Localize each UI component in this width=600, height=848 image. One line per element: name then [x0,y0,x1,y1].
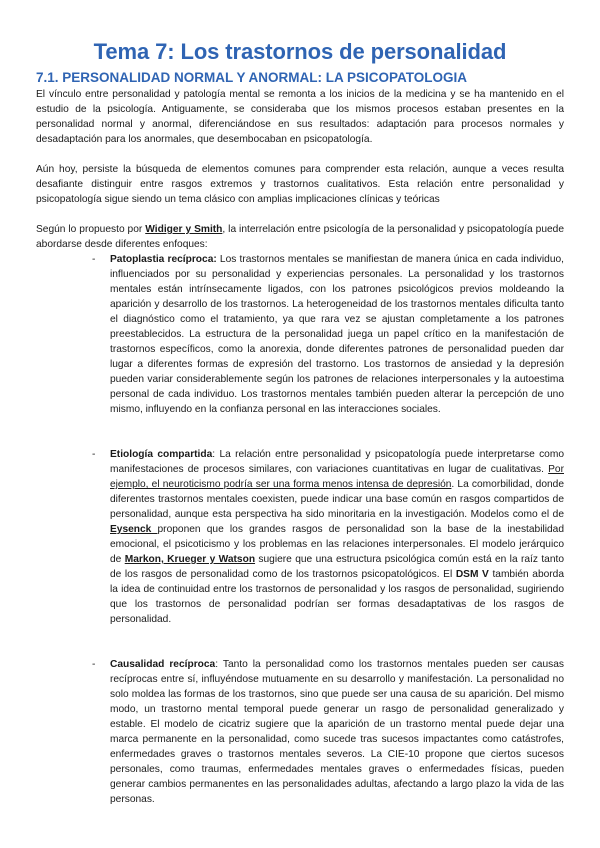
list-bullet: - [92,254,96,265]
text-run: , la interrelación entre psicología de la personalidad y psicopatología puede abordarse desde diferentes enfoques: [36,224,564,250]
author-reference-markon: Markon, Krueger y Watson [124,554,256,565]
item-text: . La comorbilidad, donde diferentes trastornos mentales coexisten, puede indicar una base común en rasgos compartidos de personalidad, aunque esta perspectiva ha sido minoritaria en la investigación. Modelos como el de [110,479,564,520]
author-reference-eysenck: Eysenck [110,524,158,535]
dsm-reference: DSM V [455,569,489,580]
list-item-patoplastia [92,252,564,417]
item-term: Causalidad recíproca [110,659,216,670]
author-reference: Widiger y Smith [145,224,223,235]
item-text: Los trastornos mentales se manifiestan de manera única en cada individuo, influenciados por su personalidad y experiencias personales. La personalidad y los trastornos mentales están intrínsecamente ligados, con los patrones psicológicos previos moldeando la aparición y desarrollo de los trastornos. La heterogeneidad de los trastornos mentales dificulta tanto el diagnóstico como el tratamiento, ya que rara vez se ajustan completamente a los patrones preestablecidos. La estructura de la personalidad juega un papel crítico en la manifestación de trastornos específicos, como la anorexia, donde diferentes patrones de personalidad pueden dar lugar a diferentes formas de expresión del trastorno. Los trastornos de ansiedad y la depresión pueden variar considerablemente según los patrones de relaciones interpersonales y la autoestima personal de cada individuo. Los trastornos mentales también pueden alterar la percepción de uno mismo, influyendo en la confianza personal en las interacciones sociales. [110,254,564,415]
list-bullet: - [92,659,96,670]
list-bullet: - [92,449,96,460]
page-title: Tema 7: Los trastornos de personalidad [93,39,507,64]
list-item-causalidad [92,657,564,807]
list-item-etiologia [92,447,565,627]
item-text: proponen que los grandes rasgos de personalidad son la base de la inestabilidad emocional, el psicoticismo y los problemas en las relaciones interpersonales. El modelo jerárquico de [110,524,564,565]
text-run: Según lo propuesto por [36,224,146,235]
item-text: sugiere que una estructura psicológica común está en la raíz tanto de los rasgos de personalidad como de los trastornos psicopatológicos. El [110,554,565,580]
spacer [36,147,564,162]
item-term: Patoplastia recíproca: [110,254,217,265]
item-term: Etiología compartida [110,449,213,460]
item-text: también aborda la idea de continuidad entre los trastornos de personalidad y los rasgos de personalidad, sugiriendo que los trastornos de personalidad podrían ser formas desadaptativas de los rasgos de personalidad. [110,569,564,625]
approach-list [36,252,564,807]
item-text: : La relación entre personalidad y psicopatología puede interpretarse como manifestaciones de procesos similares, con variaciones cuantitativas en lugar de cualitativas. [110,449,564,475]
item-text: : Tanto la personalidad como los trastornos mentales pueden ser causas recíprocas entre sí, influyéndose mutuamente en su desarrollo y manifestación. La personalidad no solo moldea las formas de los trastornos, sino que puede ser una causa de su aparición. Del mismo modo, un trastorno mental temporal puede generar un rasgo de personalidad generalizado y estable. El modelo de cicatriz sugiere que la aparición de un trastorno mental puede dejar una marca permanente en la personalidad, como sucede tras sucesos impactantes como catástrofes, enfermedades graves o trastornos mentales severos. La CIE-10 propone que ciertos sucesos personales, como traumas, enfermedades mentales graves o enfermedades físicas, pueden generar cambios permanentes en las personalidades adultas, afectando a largo plazo la vida de las personas. [110,659,564,805]
paragraph-relation: Aún hoy, persiste la búsqueda de elementos comunes para comprender esta relación, aunque a veces resulta desafiante distinguir entre rasgos extremos y trastornos cualitativos. Esta relación entre personalidad y psicopatología sigue siendo un tema clásico con amplias implicaciones clínicas y teóricas [36,164,564,205]
spacer [36,207,564,222]
underlined-example: Por ejemplo, el neuroticismo podría ser una forma menos intensa de depresión [110,464,564,490]
paragraph-intro: El vínculo entre personalidad y patología mental se remonta a los inicios de la medicina y se ha mantenido en el estudio de la psicología. Antiguamente, se consideraba que los mismos procesos estaban presentes en la personalidad normal y anormal, diferenciándose en sus resultados: adaptación para procesos normales y desadaptación para los anormales, que desembocaban en psicopatología. [36,89,564,145]
section-heading: 7.1. PERSONALIDAD NORMAL Y ANORMAL: LA PSICOPATOLOGIA [36,70,468,85]
paragraph-approaches [36,222,564,252]
